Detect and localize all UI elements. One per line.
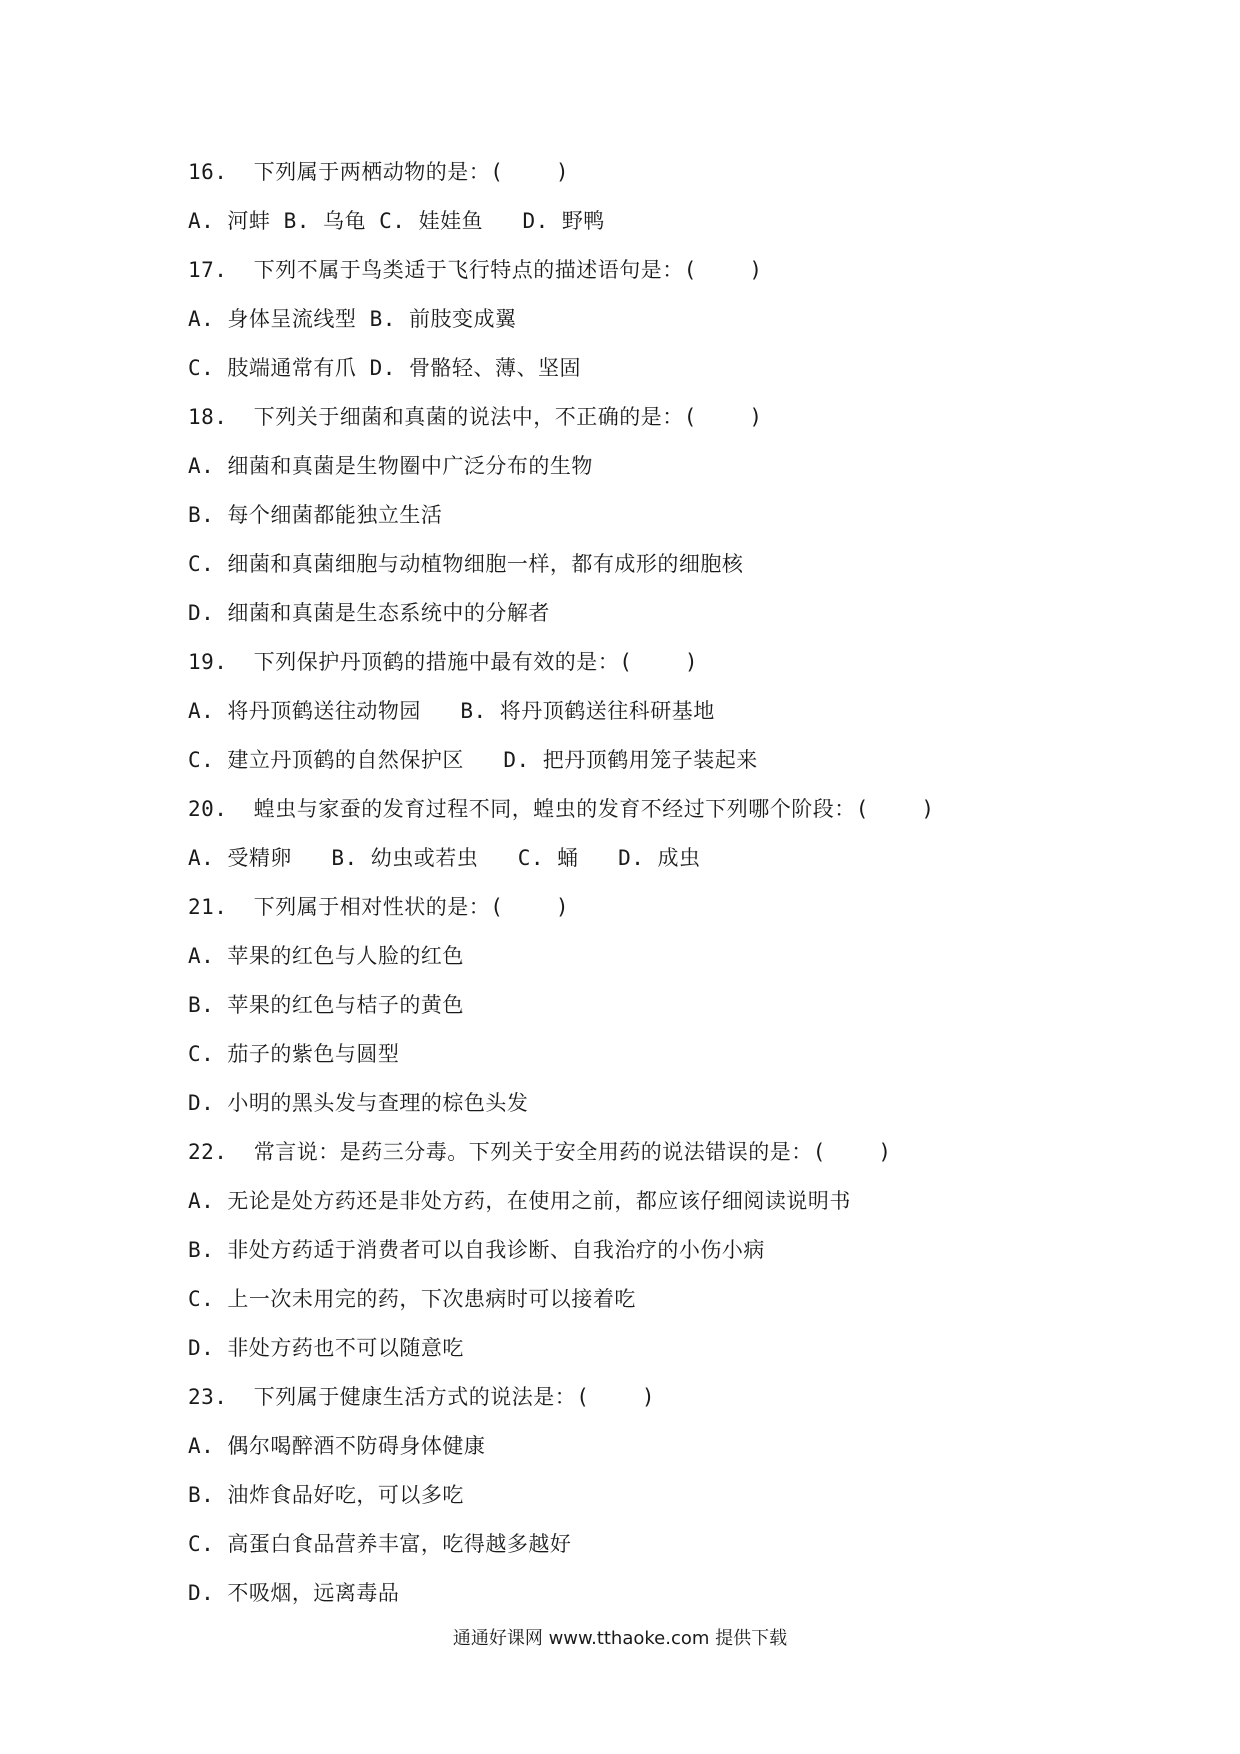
question-20-stem: 20. 蝗虫与家蚕的发育过程不同，蝗虫的发育不经过下列哪个阶段：( ) [188, 797, 935, 821]
question-22-option-b: B. 非处方药适于消费者可以自我诊断、自我治疗的小伤小病 [188, 1238, 765, 1262]
question-18-option-c: C. 细菌和真菌细胞与动植物细胞一样，都有成形的细胞核 [188, 552, 744, 576]
question-23-option-d: D. 不吸烟，远离毒品 [188, 1581, 400, 1605]
question-16-options: A. 河蚌 B. 乌龟 C. 娃娃鱼 D. 野鸭 [188, 209, 605, 233]
question-17-option-cd: C. 肢端通常有爪 D. 骨骼轻、薄、坚固 [188, 356, 582, 380]
question-18-option-a: A. 细菌和真菌是生物圈中广泛分布的生物 [188, 454, 593, 478]
question-19-option-ab: A. 将丹顶鹤送往动物园 B. 将丹顶鹤送往科研基地 [188, 699, 715, 723]
question-22-stem: 22. 常言说：是药三分毒。下列关于安全用药的说法错误的是：( ) [188, 1140, 892, 1164]
question-20-options: A. 受精卵 B. 幼虫或若虫 C. 蛹 D. 成虫 [188, 846, 701, 870]
question-23-stem: 23. 下列属于健康生活方式的说法是：( ) [188, 1385, 656, 1409]
question-17-option-ab: A. 身体呈流线型 B. 前肢变成翼 [188, 307, 517, 331]
question-19-stem: 19. 下列保护丹顶鹤的措施中最有效的是：( ) [188, 650, 699, 674]
question-16-stem: 16. 下列属于两栖动物的是：( ) [188, 160, 570, 184]
question-22-option-d: D. 非处方药也不可以随意吃 [188, 1336, 464, 1360]
question-18-option-b: B. 每个细菌都能独立生活 [188, 503, 443, 527]
question-23-option-a: A. 偶尔喝醉酒不防碍身体健康 [188, 1434, 486, 1458]
question-19-option-cd: C. 建立丹顶鹤的自然保护区 D. 把丹顶鹤用笼子装起来 [188, 748, 758, 772]
question-21-option-b: B. 苹果的红色与桔子的黄色 [188, 993, 464, 1017]
question-18-option-d: D. 细菌和真菌是生态系统中的分解者 [188, 601, 550, 625]
question-21-stem: 21. 下列属于相对性状的是：( ) [188, 895, 570, 919]
page-footer: 通通好课网 www.tthaoke.com 提供下载 [452, 1628, 788, 1649]
question-21-option-c: C. 茄子的紫色与圆型 [188, 1042, 400, 1066]
question-22-option-c: C. 上一次未用完的药，下次患病时可以接着吃 [188, 1287, 636, 1311]
question-23-option-c: C. 高蛋白食品营养丰富，吃得越多越好 [188, 1532, 572, 1556]
question-22-option-a: A. 无论是处方药还是非处方药，在使用之前，都应该仔细阅读说明书 [188, 1189, 851, 1213]
question-21-option-a: A. 苹果的红色与人脸的红色 [188, 944, 464, 968]
question-21-option-d: D. 小明的黑头发与查理的棕色头发 [188, 1091, 529, 1115]
question-23-option-b: B. 油炸食品好吃，可以多吃 [188, 1483, 464, 1507]
question-17-stem: 17. 下列不属于鸟类适于飞行特点的描述语句是：( ) [188, 258, 763, 282]
question-18-stem: 18. 下列关于细菌和真菌的说法中，不正确的是：( ) [188, 405, 763, 429]
